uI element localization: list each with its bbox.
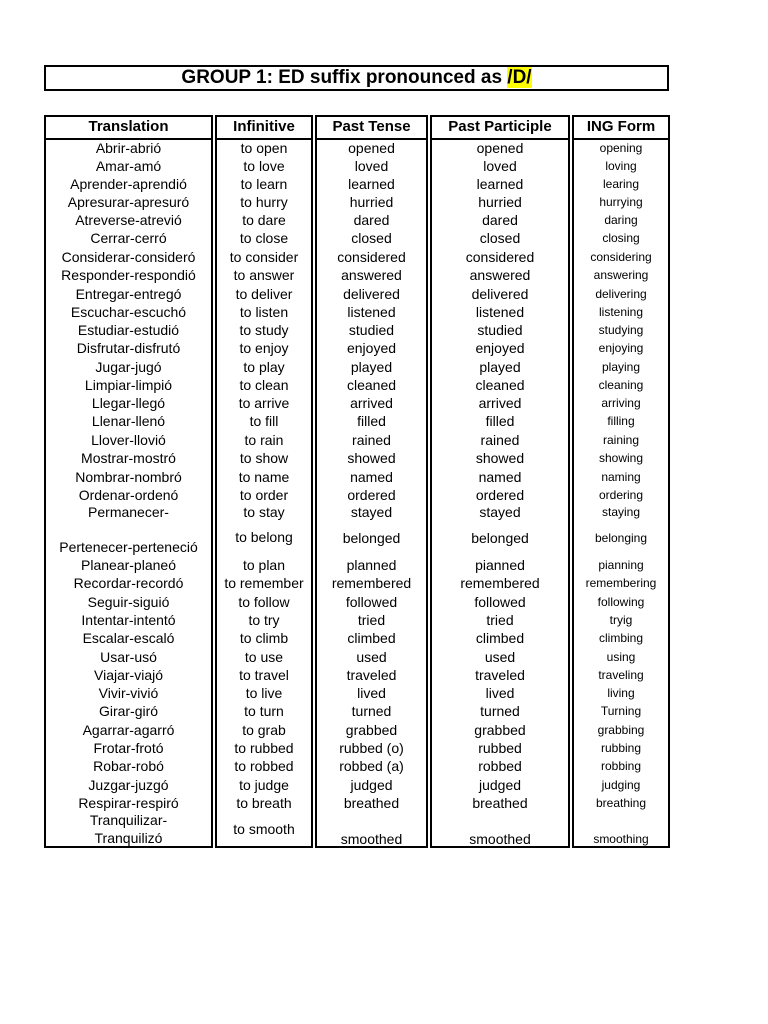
cell-ing-form: breathing bbox=[595, 796, 647, 810]
cell-translation: Planear-planeó bbox=[81, 557, 176, 573]
cell-infinitive: to play bbox=[243, 359, 285, 375]
cell-past-tense: studied bbox=[348, 322, 395, 338]
cell-ing-form: raining bbox=[602, 433, 640, 447]
cell-ing-form: tryig bbox=[609, 613, 633, 627]
cell-past-participle: studied bbox=[477, 322, 523, 338]
cell-translation: Agarrar-agarró bbox=[82, 722, 175, 738]
cell-translation: Escalar-escaló bbox=[82, 630, 175, 646]
header-past-participle: Past Participle bbox=[432, 117, 568, 140]
cell-past-tense: judged bbox=[350, 777, 393, 793]
cell-infinitive: to climb bbox=[239, 630, 289, 646]
cell-translation: Cerrar-cerró bbox=[90, 230, 167, 246]
cell-past-tense: planned bbox=[346, 557, 397, 573]
cell-ing-form: delivering bbox=[595, 287, 647, 301]
cell-translation: Permanecer- bbox=[88, 504, 169, 520]
cell-infinitive: to enjoy bbox=[239, 340, 289, 356]
cell-past-tense: lived bbox=[357, 685, 386, 701]
cell-translation: Llover-llovió bbox=[91, 432, 166, 448]
cell-translation: Pertenecer-perteneció bbox=[59, 539, 198, 555]
cell-ing-form: smoothing bbox=[593, 832, 649, 846]
cell-translation: Respirar-respiró bbox=[78, 795, 179, 811]
cell-past-tense: cleaned bbox=[346, 377, 397, 393]
cell-past-tense: dared bbox=[353, 212, 390, 228]
cell-infinitive: to belong bbox=[235, 529, 293, 545]
cell-ing-form: loving bbox=[605, 159, 637, 173]
cell-past-participle: hurried bbox=[478, 194, 522, 210]
cell-ing-form: enjoying bbox=[598, 341, 644, 355]
header-past-tense: Past Tense bbox=[317, 117, 426, 140]
cell-ing-form: opening bbox=[599, 141, 643, 155]
cell-infinitive: to study bbox=[239, 322, 289, 338]
cell-ing-form: naming bbox=[601, 470, 641, 484]
cell-past-tense: robbed (a) bbox=[339, 758, 404, 774]
column-ing-form bbox=[572, 115, 670, 848]
cell-ing-form: pianning bbox=[598, 558, 644, 572]
cell-infinitive: to hurry bbox=[240, 194, 288, 210]
cell-past-participle: named bbox=[478, 469, 522, 485]
cell-past-participle: breathed bbox=[472, 795, 528, 811]
cell-past-participle: lived bbox=[485, 685, 515, 701]
cell-past-tense: rained bbox=[352, 432, 391, 448]
cell-ing-form: listening bbox=[598, 305, 644, 319]
cell-past-tense: breathed bbox=[343, 795, 400, 811]
cell-ing-form: rubbing bbox=[600, 741, 642, 755]
cell-translation: Robar-robó bbox=[93, 758, 164, 774]
cell-past-tense: stayed bbox=[350, 504, 393, 520]
cell-infinitive: to stay bbox=[243, 504, 285, 520]
cell-past-tense: hurried bbox=[349, 194, 394, 210]
cell-translation: Atreverse-atrevió bbox=[75, 212, 182, 228]
cell-past-tense: showed bbox=[347, 450, 396, 466]
cell-past-tense: grabbed bbox=[345, 722, 398, 738]
cell-translation: Ordenar-ordenó bbox=[78, 487, 179, 503]
cell-translation: Llegar-llegó bbox=[91, 395, 166, 411]
column-past-participle bbox=[430, 115, 570, 848]
cell-past-participle: judged bbox=[478, 777, 522, 793]
cell-ing-form: ordering bbox=[598, 488, 644, 502]
cell-past-tense: turned bbox=[351, 703, 392, 719]
cell-ing-form: cleaning bbox=[598, 378, 644, 392]
cell-past-participle: cleaned bbox=[475, 377, 525, 393]
cell-translation: Responder-respondió bbox=[61, 267, 196, 283]
cell-past-participle: answered bbox=[469, 267, 531, 283]
cell-infinitive: to order bbox=[239, 487, 289, 503]
cell-ing-form: Turning bbox=[600, 704, 642, 718]
cell-past-tense: opened bbox=[348, 140, 395, 156]
cell-infinitive: to remember bbox=[224, 575, 304, 591]
cell-infinitive: to rubbed bbox=[234, 740, 294, 756]
cell-ing-form: hurrying bbox=[599, 195, 643, 209]
cell-past-participle: followed bbox=[474, 594, 526, 610]
page-title bbox=[44, 65, 669, 91]
cell-past-participle: rubbed bbox=[478, 740, 522, 756]
cell-translation: Disfrutar-disfrutó bbox=[76, 340, 181, 356]
cell-past-participle: stayed bbox=[479, 504, 521, 520]
cell-infinitive: to name bbox=[238, 469, 290, 485]
cell-past-participle: played bbox=[479, 359, 521, 375]
cell-infinitive: to rain bbox=[244, 432, 284, 448]
column-infinitive bbox=[215, 115, 313, 848]
cell-past-participle: ordered bbox=[475, 487, 525, 503]
cell-translation: Limpiar-limpió bbox=[84, 377, 173, 393]
cell-past-participle: learned bbox=[476, 176, 524, 192]
cell-infinitive: to consider bbox=[229, 249, 299, 265]
cell-past-tense: tried bbox=[357, 612, 386, 628]
cell-past-tense: arrived bbox=[350, 395, 393, 411]
cell-past-tense: traveled bbox=[346, 667, 397, 683]
cell-past-tense: answered bbox=[341, 267, 402, 283]
cell-past-tense: smoothed bbox=[340, 831, 403, 847]
cell-infinitive: to judge bbox=[239, 777, 289, 793]
cell-infinitive: to travel bbox=[239, 667, 289, 683]
cell-translation: Estudiar-estudió bbox=[77, 322, 180, 338]
cell-ing-form: climbing bbox=[598, 631, 643, 645]
cell-past-tense: played bbox=[350, 359, 393, 375]
cell-translation: Vivir-vivió bbox=[98, 685, 159, 701]
cell-translation: Nombrar-nombró bbox=[75, 469, 182, 485]
cell-past-participle: filled bbox=[485, 413, 515, 429]
cell-ing-form: judging bbox=[601, 778, 641, 792]
cell-infinitive: to deliver bbox=[235, 286, 293, 302]
cell-past-tense: remembered bbox=[331, 575, 412, 591]
cell-translation: Usar-usó bbox=[100, 649, 157, 665]
cell-past-participle: turned bbox=[480, 703, 520, 719]
cell-ing-form: arriving bbox=[601, 396, 641, 410]
cell-translation: Frotar-frotó bbox=[93, 740, 164, 756]
cell-past-participle: traveled bbox=[475, 667, 525, 683]
cell-ing-form: considering bbox=[590, 250, 652, 264]
cell-ing-form: following bbox=[597, 595, 645, 609]
title-highlight: /D/ bbox=[507, 67, 532, 88]
cell-past-tense: belonged bbox=[342, 530, 401, 546]
cell-translation: Apresurar-apresuró bbox=[67, 194, 190, 210]
cell-past-tense: named bbox=[350, 469, 393, 485]
cell-infinitive: to love bbox=[243, 158, 285, 174]
cell-infinitive: to turn bbox=[244, 703, 284, 719]
cell-ing-form: playing bbox=[601, 360, 641, 374]
cell-ing-form: using bbox=[606, 650, 636, 664]
cell-translation: Seguir-siguió bbox=[87, 594, 170, 610]
cell-past-tense: climbed bbox=[347, 630, 396, 646]
cell-infinitive: to breath bbox=[236, 795, 292, 811]
cell-infinitive: to smooth bbox=[233, 821, 295, 837]
cell-infinitive: to arrive bbox=[238, 395, 290, 411]
cell-ing-form: remembering bbox=[585, 576, 657, 590]
cell-past-tense: considered bbox=[337, 249, 406, 265]
cell-infinitive: to clean bbox=[239, 377, 289, 393]
cell-ing-form: closing bbox=[602, 231, 640, 245]
cell-infinitive: to follow bbox=[238, 594, 290, 610]
cell-infinitive: to close bbox=[239, 230, 289, 246]
cell-past-tense: used bbox=[356, 649, 387, 665]
cell-translation: Viajar-viajó bbox=[94, 667, 163, 683]
cell-past-participle: tried bbox=[486, 612, 514, 628]
cell-translation: Considerar-consideró bbox=[61, 249, 196, 265]
cell-translation: Entregar-entregó bbox=[75, 286, 182, 302]
cell-past-participle: enjoyed bbox=[475, 340, 525, 356]
cell-past-participle: remembered bbox=[460, 575, 540, 591]
cell-past-participle: rained bbox=[480, 432, 520, 448]
cell-ing-form: grabbing bbox=[597, 723, 645, 737]
cell-ing-form: traveling bbox=[598, 668, 644, 682]
cell-infinitive: to listen bbox=[239, 304, 289, 320]
cell-past-participle: climbed bbox=[475, 630, 525, 646]
cell-translation: Abrir-abrió bbox=[95, 140, 162, 156]
cell-translation: Intentar-intentó bbox=[81, 612, 176, 628]
header-ing-form: ING Form bbox=[574, 117, 668, 140]
cell-infinitive: to use bbox=[244, 649, 284, 665]
cell-past-participle: closed bbox=[479, 230, 521, 246]
cell-past-participle: arrived bbox=[478, 395, 522, 411]
cell-past-participle: smoothed bbox=[469, 831, 531, 847]
cell-past-participle: loved bbox=[483, 158, 517, 174]
cell-infinitive: to fill bbox=[249, 413, 279, 429]
cell-translation: Mostrar-mostró bbox=[81, 450, 176, 466]
cell-ing-form: answering bbox=[593, 268, 649, 282]
cell-past-tense: enjoyed bbox=[346, 340, 397, 356]
cell-past-tense: followed bbox=[345, 594, 398, 610]
cell-past-participle: opened bbox=[476, 140, 524, 156]
cell-past-participle: showed bbox=[475, 450, 525, 466]
cell-translation: Llenar-llenó bbox=[91, 413, 166, 429]
cell-translation: Aprender-aprendió bbox=[70, 176, 187, 192]
cell-past-tense: listened bbox=[347, 304, 396, 320]
cell-infinitive: to try bbox=[248, 612, 280, 628]
cell-past-participle: considered bbox=[465, 249, 535, 265]
cell-past-tense: rubbed (o) bbox=[339, 740, 404, 756]
cell-translation: Tranquilizó bbox=[94, 830, 163, 846]
cell-past-participle: used bbox=[484, 649, 516, 665]
cell-ing-form: learing bbox=[602, 177, 640, 191]
title-text: GROUP 1: ED suffix pronounced as bbox=[181, 67, 508, 88]
cell-ing-form: belonging bbox=[594, 531, 648, 545]
cell-ing-form: staying bbox=[601, 505, 641, 519]
cell-translation: Amar-amó bbox=[95, 158, 162, 174]
column-past-tense bbox=[315, 115, 428, 848]
cell-past-participle: belonged bbox=[471, 530, 529, 546]
cell-infinitive: to plan bbox=[242, 557, 286, 573]
cell-infinitive: to show bbox=[239, 450, 289, 466]
cell-translation: Girar-giró bbox=[98, 703, 159, 719]
cell-ing-form: showing bbox=[598, 451, 644, 465]
cell-past-tense: filled bbox=[357, 413, 386, 429]
cell-past-participle: dared bbox=[482, 212, 518, 228]
cell-translation: Tranquilizar- bbox=[89, 812, 168, 828]
cell-past-tense: loved bbox=[354, 158, 389, 174]
cell-past-participle: robbed bbox=[478, 758, 522, 774]
cell-past-participle: delivered bbox=[471, 286, 529, 302]
cell-ing-form: filling bbox=[607, 414, 635, 428]
cell-ing-form: living bbox=[607, 686, 635, 700]
cell-infinitive: to open bbox=[240, 140, 288, 156]
cell-past-participle: listened bbox=[475, 304, 525, 320]
cell-infinitive: to grab bbox=[242, 722, 286, 738]
cell-translation: Juzgar-juzgó bbox=[88, 777, 169, 793]
cell-translation: Recordar-recordó bbox=[73, 575, 184, 591]
cell-translation: Jugar-jugó bbox=[95, 359, 162, 375]
cell-past-tense: closed bbox=[351, 230, 392, 246]
cell-infinitive: to answer bbox=[233, 267, 295, 283]
cell-ing-form: studying bbox=[598, 323, 644, 337]
cell-past-tense: learned bbox=[348, 176, 395, 192]
column-translation bbox=[44, 115, 213, 848]
cell-past-participle: grabbed bbox=[474, 722, 526, 738]
cell-ing-form: daring bbox=[604, 213, 638, 227]
header-translation: Translation bbox=[46, 117, 211, 140]
cell-infinitive: to live bbox=[245, 685, 283, 701]
cell-past-tense: ordered bbox=[347, 487, 396, 503]
cell-infinitive: to learn bbox=[240, 176, 288, 192]
cell-past-participle: pianned bbox=[475, 557, 525, 573]
cell-translation: Escuchar-escuchó bbox=[70, 304, 187, 320]
header-infinitive: Infinitive bbox=[217, 117, 311, 140]
cell-infinitive: to robbed bbox=[234, 758, 294, 774]
cell-ing-form: robbing bbox=[600, 759, 642, 773]
cell-past-tense: delivered bbox=[343, 286, 400, 302]
cell-infinitive: to dare bbox=[242, 212, 286, 228]
